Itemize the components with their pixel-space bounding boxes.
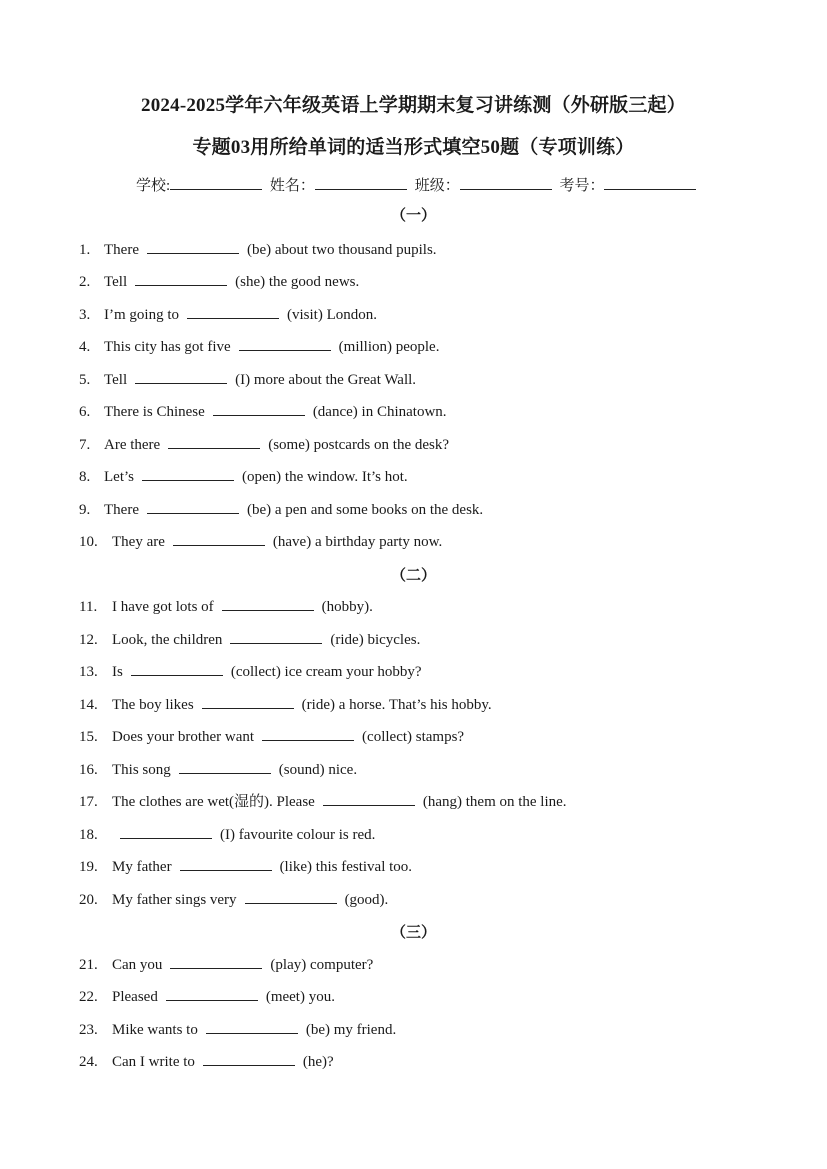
answer-blank[interactable] [131, 662, 223, 676]
exam-number-blank[interactable] [604, 177, 696, 190]
question-text-before: There [104, 502, 139, 518]
question-text-after: (good). [344, 892, 389, 908]
answer-blank[interactable] [170, 955, 262, 969]
question-item [79, 402, 447, 421]
question-item [79, 597, 373, 616]
school-blank[interactable] [170, 177, 262, 190]
question-number: 14. [79, 697, 98, 713]
question-item [79, 825, 375, 844]
question-text-before: Are there [104, 437, 161, 453]
answer-blank[interactable] [147, 500, 239, 514]
question-text-after: (collect) ice cream your hobby? [230, 664, 422, 680]
answer-blank[interactable] [180, 857, 272, 871]
question-item [79, 370, 416, 389]
answer-blank[interactable] [230, 630, 322, 644]
question-text-before: Is [112, 664, 123, 680]
question-item [79, 240, 437, 259]
question-text-after: (have) a birthday party now. [272, 534, 443, 550]
question-text-before: Tell [104, 372, 128, 388]
question-text-after: (be) a pen and some books on the desk. [246, 502, 484, 518]
question-text-before: They are [112, 534, 165, 550]
class-blank[interactable] [460, 177, 552, 190]
question-item [79, 305, 377, 324]
question-number: 1. [79, 242, 91, 258]
question-number: 11. [79, 599, 98, 615]
question-text-after: (million) people. [338, 339, 440, 355]
question-item [79, 467, 408, 486]
question-number: 7. [79, 437, 91, 453]
question-text-after: (open) the window. It’s hot. [242, 469, 408, 485]
question-number: 23. [79, 1022, 98, 1038]
question-number: 20. [79, 892, 98, 908]
question-text-before: This city has got five [104, 339, 231, 355]
answer-blank[interactable] [222, 597, 314, 611]
question-number: 24. [79, 1054, 98, 1070]
question-number: 6. [79, 404, 91, 420]
question-text-after: (like) this festival too. [279, 859, 413, 875]
question-text-before: There is Chinese [104, 404, 205, 420]
answer-blank[interactable] [120, 825, 212, 839]
answer-blank[interactable] [203, 1052, 295, 1066]
name-label: 姓名： [269, 178, 315, 194]
answer-blank[interactable] [147, 240, 239, 254]
question-item [79, 727, 464, 746]
answer-blank[interactable] [239, 337, 331, 351]
answer-blank[interactable] [213, 402, 305, 416]
section-heading: （三） [390, 925, 436, 941]
question-item [79, 890, 388, 909]
question-text-before: My father [112, 859, 172, 875]
question-item [79, 272, 359, 291]
class-label: 班级： [414, 178, 460, 194]
answer-blank[interactable] [323, 792, 415, 806]
answer-blank[interactable] [168, 435, 260, 449]
question-text-after: (I) more about the Great Wall. [235, 372, 417, 388]
question-text-after: (meet) you. [265, 989, 335, 1005]
question-item [79, 857, 412, 876]
question-number: 22. [79, 989, 98, 1005]
answer-blank[interactable] [173, 532, 265, 546]
question-item [79, 792, 567, 811]
answer-blank[interactable] [245, 890, 337, 904]
question-item [79, 695, 492, 714]
question-text-after: (I) favourite colour is red. [220, 827, 376, 843]
school-label: 学校: [136, 178, 171, 194]
answer-blank[interactable] [179, 760, 271, 774]
question-number: 5. [79, 372, 91, 388]
question-text-after: (sound) nice. [278, 762, 358, 778]
question-item [79, 337, 439, 356]
question-text-after: (play) computer? [270, 957, 374, 973]
question-item [79, 532, 442, 551]
section-heading: （二） [390, 568, 436, 584]
answer-blank[interactable] [206, 1020, 298, 1034]
question-text-after: (she) the good news. [235, 274, 360, 290]
document-title: 2024-2025学年六年级英语上学期期末复习讲练测（外研版三起） [141, 95, 686, 116]
question-item [79, 630, 420, 649]
question-item [79, 1020, 396, 1039]
question-number: 8. [79, 469, 91, 485]
question-text-after: (visit) London. [287, 307, 377, 323]
question-text-before: Let’s [104, 469, 134, 485]
question-text-before: My father sings very [112, 892, 237, 908]
question-number: 13. [79, 664, 98, 680]
answer-blank[interactable] [166, 987, 258, 1001]
question-text-before: Does your brother want [112, 729, 255, 745]
answer-blank[interactable] [202, 695, 294, 709]
student-info-line [136, 174, 700, 195]
question-text-before: Can you [112, 957, 163, 973]
answer-blank[interactable] [262, 727, 354, 741]
answer-blank[interactable] [142, 467, 234, 481]
question-number: 4. [79, 339, 91, 355]
question-text-after: (collect) stamps? [362, 729, 465, 745]
question-item [79, 435, 449, 454]
answer-blank[interactable] [135, 370, 227, 384]
exam-number-label: 考号： [559, 178, 605, 194]
question-number: 21. [79, 957, 98, 973]
document-subtitle: 专题03用所给单词的适当形式填空50题（专项训练） [192, 137, 635, 158]
question-text-after: (some) postcards on the desk? [268, 437, 450, 453]
name-blank[interactable] [315, 177, 407, 190]
question-item [79, 662, 422, 681]
question-item [79, 500, 483, 519]
question-text-after: (ride) bicycles. [330, 632, 421, 648]
question-number: 15. [79, 729, 98, 745]
answer-blank[interactable] [135, 272, 227, 286]
question-text-after: (be) about two thousand pupils. [246, 242, 437, 258]
question-text-before: I’m going to [104, 307, 179, 323]
question-text-before: Can I write to [112, 1054, 195, 1070]
answer-blank[interactable] [187, 305, 279, 319]
question-item [79, 1052, 334, 1071]
question-text-after: (ride) a horse. That’s his hobby. [301, 697, 492, 713]
question-text-before: Tell [104, 274, 128, 290]
question-number: 10. [79, 534, 98, 550]
question-text-before: The clothes are wet(湿的). Please [112, 794, 315, 810]
question-number: 18. [79, 827, 98, 843]
question-number: 3. [79, 307, 91, 323]
question-text-after: (he)? [302, 1054, 334, 1070]
question-text-before: There [104, 242, 139, 258]
question-number: 19. [79, 859, 98, 875]
question-item [79, 987, 335, 1006]
question-number: 16. [79, 762, 98, 778]
question-number: 2. [79, 274, 91, 290]
section-heading: （一） [390, 208, 436, 224]
question-text-after: (hobby). [321, 599, 373, 615]
question-text-before: Pleased [112, 989, 158, 1005]
question-text-before: The boy likes [112, 697, 194, 713]
question-text-after: (be) my friend. [305, 1022, 397, 1038]
question-number: 9. [79, 502, 91, 518]
question-number: 12. [79, 632, 98, 648]
question-text-before: This song [112, 762, 171, 778]
question-text-after: (dance) in Chinatown. [312, 404, 447, 420]
question-text-before: I have got lots of [112, 599, 214, 615]
question-item [79, 955, 373, 974]
question-text-before: Mike wants to [112, 1022, 198, 1038]
question-text-before: Look, the children [112, 632, 223, 648]
question-text-after: (hang) them on the line. [422, 794, 567, 810]
question-number: 17. [79, 794, 98, 810]
question-item [79, 760, 357, 779]
